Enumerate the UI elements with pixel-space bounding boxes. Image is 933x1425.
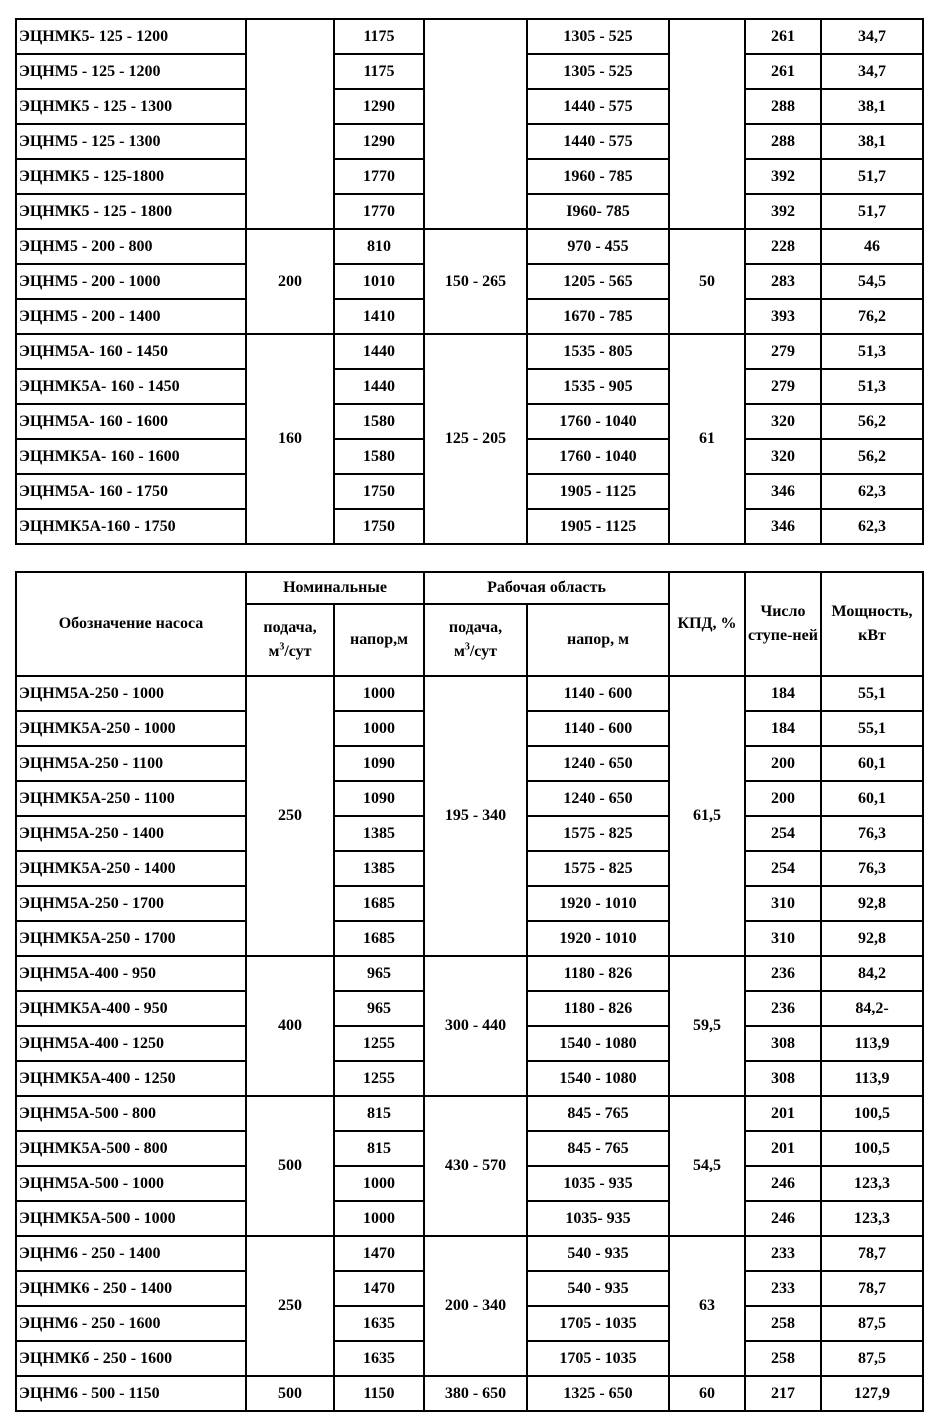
power-cell: 56,2: [821, 439, 923, 474]
stages-cell: 246: [745, 1166, 821, 1201]
pump-name-cell: ЭЦНМ5А- 160 - 1600: [16, 404, 246, 439]
work-head-cell: 1240 - 650: [527, 746, 669, 781]
power-cell: 84,2: [821, 956, 923, 991]
pump-name-cell: ЭЦНМК5А- 160 - 1450: [16, 369, 246, 404]
power-cell: 78,7: [821, 1236, 923, 1271]
pump-name-cell: ЭЦНМ5 - 125 - 1200: [16, 54, 246, 89]
pump-name-cell: ЭЦНМК5А-160 - 1750: [16, 509, 246, 544]
pump-table-bottom: [15, 571, 924, 1412]
stages-cell: 233: [745, 1271, 821, 1306]
header-work-feed-label: подача,: [448, 619, 503, 636]
stages-cell: 308: [745, 1026, 821, 1061]
stages-cell: 201: [745, 1131, 821, 1166]
header-nominal-feed-label: подача,: [263, 619, 317, 636]
work-head-cell: 1205 - 565: [527, 264, 669, 299]
nominal-feed-cell: 500: [246, 1376, 334, 1411]
nominal-head-cell: 1090: [334, 781, 424, 816]
work-head-cell: 1440 - 575: [527, 124, 669, 159]
work-head-cell: 1035- 935: [527, 1201, 669, 1236]
pump-name-cell: ЭЦНМ5А-250 - 1400: [16, 816, 246, 851]
efficiency-cell: 50: [669, 229, 745, 334]
pump-name-cell: ЭЦНМК5А-250 - 1700: [16, 921, 246, 956]
pump-name-cell: ЭЦНМ6 - 250 - 1400: [16, 1236, 246, 1271]
stages-cell: 279: [745, 369, 821, 404]
nominal-head-cell: 1685: [334, 921, 424, 956]
pump-name-cell: ЭЦНМ5А-500 - 1000: [16, 1166, 246, 1201]
pump-name-cell: ЭЦНМ5 - 200 - 1400: [16, 299, 246, 334]
table-row: [16, 1376, 923, 1411]
nominal-head-cell: 1000: [334, 1201, 424, 1236]
pump-name-cell: ЭЦНМ5А-400 - 1250: [16, 1026, 246, 1061]
pump-name-cell: ЭЦНМ6 - 500 - 1150: [16, 1376, 246, 1411]
work-head-cell: 970 - 455: [527, 229, 669, 264]
table-body: [16, 676, 923, 1411]
work-head-cell: 1240 - 650: [527, 781, 669, 816]
pump-name-cell: ЭЦНМКб - 250 - 1600: [16, 1341, 246, 1376]
header-nominal: Номинальные: [246, 572, 424, 604]
stages-cell: 258: [745, 1341, 821, 1376]
work-head-cell: 1305 - 525: [527, 19, 669, 54]
work-head-cell: 845 - 765: [527, 1131, 669, 1166]
pump-name-cell: ЭЦНМ5 - 200 - 800: [16, 229, 246, 264]
stages-cell: 184: [745, 711, 821, 746]
pump-name-cell: ЭЦНМК5А-250 - 1100: [16, 781, 246, 816]
work-head-cell: 1920 - 1010: [527, 886, 669, 921]
nominal-head-cell: 1440: [334, 334, 424, 369]
header-nominal-feed-unit: $м^3$/сут: [268, 641, 312, 660]
nominal-feed-cell: 160: [246, 334, 334, 544]
work-head-cell: 1705 - 1035: [527, 1306, 669, 1341]
stages-cell: 261: [745, 54, 821, 89]
power-cell: 100,5: [821, 1131, 923, 1166]
work-head-cell: 1180 - 826: [527, 956, 669, 991]
nominal-head-cell: 1440: [334, 369, 424, 404]
power-cell: 92,8: [821, 921, 923, 956]
header-power: Мощность, кВт: [821, 572, 923, 676]
stages-cell: 200: [745, 746, 821, 781]
stages-cell: 320: [745, 404, 821, 439]
efficiency-cell: 60: [669, 1376, 745, 1411]
power-cell: 87,5: [821, 1306, 923, 1341]
header-nominal-feed: [246, 604, 334, 676]
table-body: [16, 19, 923, 544]
work-head-cell: 1035 - 935: [527, 1166, 669, 1201]
power-cell: 127,9: [821, 1376, 923, 1411]
nominal-head-cell: 1000: [334, 676, 424, 711]
nominal-head-cell: 1385: [334, 851, 424, 886]
nominal-feed-cell: 200: [246, 229, 334, 334]
pump-name-cell: ЭЦНМК5А-500 - 800: [16, 1131, 246, 1166]
pump-name-cell: ЭЦНМК5А- 160 - 1600: [16, 439, 246, 474]
pump-name-cell: ЭЦНМК5А-400 - 950: [16, 991, 246, 1026]
pump-name-cell: ЭЦНМ5А-250 - 1700: [16, 886, 246, 921]
table-row: [16, 19, 923, 54]
nominal-head-cell: 965: [334, 991, 424, 1026]
work-head-cell: 1705 - 1035: [527, 1341, 669, 1376]
stages-cell: 258: [745, 1306, 821, 1341]
stages-cell: 200: [745, 781, 821, 816]
stages-cell: 288: [745, 124, 821, 159]
work-feed-cell: [424, 19, 527, 229]
power-cell: 76,3: [821, 816, 923, 851]
nominal-head-cell: 1750: [334, 474, 424, 509]
header-work-feed: [424, 604, 527, 676]
pump-name-cell: ЭЦНМК5А-250 - 1000: [16, 711, 246, 746]
pump-table-top: [15, 18, 924, 545]
power-cell: 113,9: [821, 1026, 923, 1061]
power-cell: 38,1: [821, 89, 923, 124]
pump-name-cell: ЭЦНМК5А-500 - 1000: [16, 1201, 246, 1236]
stages-cell: 288: [745, 89, 821, 124]
nominal-head-cell: 1290: [334, 89, 424, 124]
work-head-cell: 1140 - 600: [527, 676, 669, 711]
nominal-feed-cell: 250: [246, 676, 334, 956]
stages-cell: 392: [745, 159, 821, 194]
power-cell: 100,5: [821, 1096, 923, 1131]
pump-name-cell: ЭЦНМК5- 125 - 1200: [16, 19, 246, 54]
work-head-cell: 1140 - 600: [527, 711, 669, 746]
nominal-head-cell: 810: [334, 229, 424, 264]
nominal-head-cell: 1770: [334, 194, 424, 229]
power-cell: 55,1: [821, 711, 923, 746]
work-feed-cell: 200 - 340: [424, 1236, 527, 1376]
work-head-cell: 1325 - 650: [527, 1376, 669, 1411]
efficiency-cell: 61: [669, 334, 745, 544]
pump-name-cell: ЭЦНМ6 - 250 - 1600: [16, 1306, 246, 1341]
table-row: [16, 229, 923, 264]
power-cell: 51,3: [821, 334, 923, 369]
power-cell: 51,7: [821, 194, 923, 229]
pump-name-cell: ЭЦНМ5А-500 - 800: [16, 1096, 246, 1131]
nominal-head-cell: 1150: [334, 1376, 424, 1411]
nominal-head-cell: 1385: [334, 816, 424, 851]
power-cell: 60,1: [821, 781, 923, 816]
efficiency-cell: 54,5: [669, 1096, 745, 1236]
work-feed-cell: 195 - 340: [424, 676, 527, 956]
work-head-cell: 1540 - 1080: [527, 1061, 669, 1096]
table-row: [16, 1236, 923, 1271]
work-head-cell: 1540 - 1080: [527, 1026, 669, 1061]
nominal-head-cell: 815: [334, 1131, 424, 1166]
power-cell: 60,1: [821, 746, 923, 781]
stages-cell: 279: [745, 334, 821, 369]
power-cell: 56,2: [821, 404, 923, 439]
work-head-cell: 1670 - 785: [527, 299, 669, 334]
stages-cell: 217: [745, 1376, 821, 1411]
power-cell: 76,3: [821, 851, 923, 886]
power-cell: 87,5: [821, 1341, 923, 1376]
stages-cell: 308: [745, 1061, 821, 1096]
nominal-head-cell: 1750: [334, 509, 424, 544]
nominal-head-cell: 1000: [334, 711, 424, 746]
power-cell: 62,3: [821, 509, 923, 544]
work-head-cell: 1905 - 1125: [527, 474, 669, 509]
work-head-cell: 1440 - 575: [527, 89, 669, 124]
power-cell: 51,7: [821, 159, 923, 194]
table-header: [16, 572, 923, 676]
nominal-head-cell: 1000: [334, 1166, 424, 1201]
nominal-head-cell: 1770: [334, 159, 424, 194]
pump-name-cell: ЭЦНМК6 - 250 - 1400: [16, 1271, 246, 1306]
pump-name-cell: ЭЦНМК5 - 125 - 1300: [16, 89, 246, 124]
work-head-cell: 1575 - 825: [527, 816, 669, 851]
stages-cell: 236: [745, 956, 821, 991]
nominal-head-cell: 1010: [334, 264, 424, 299]
nominal-feed-cell: 500: [246, 1096, 334, 1236]
nominal-head-cell: 815: [334, 1096, 424, 1131]
nominal-head-cell: 1255: [334, 1026, 424, 1061]
table-row: [16, 1096, 923, 1131]
stages-cell: 184: [745, 676, 821, 711]
power-cell: 34,7: [821, 54, 923, 89]
efficiency-cell: 59,5: [669, 956, 745, 1096]
power-cell: 76,2: [821, 299, 923, 334]
power-cell: 46: [821, 229, 923, 264]
nominal-head-cell: 1470: [334, 1271, 424, 1306]
stages-cell: 254: [745, 816, 821, 851]
efficiency-cell: 61,5: [669, 676, 745, 956]
stages-cell: 233: [745, 1236, 821, 1271]
power-cell: 123,3: [821, 1201, 923, 1236]
work-head-cell: 1760 - 1040: [527, 404, 669, 439]
nominal-head-cell: 1255: [334, 1061, 424, 1096]
pump-name-cell: ЭЦНМ5А- 160 - 1750: [16, 474, 246, 509]
pump-name-cell: ЭЦНМ5А-250 - 1000: [16, 676, 246, 711]
header-nominal-head: напор,м: [334, 604, 424, 676]
nominal-head-cell: 1175: [334, 19, 424, 54]
pump-name-cell: ЭЦНМ5А-400 - 950: [16, 956, 246, 991]
work-head-cell: 1920 - 1010: [527, 921, 669, 956]
stages-cell: 392: [745, 194, 821, 229]
power-cell: 54,5: [821, 264, 923, 299]
stages-cell: 346: [745, 509, 821, 544]
work-head-cell: 1305 - 525: [527, 54, 669, 89]
pump-name-cell: ЭЦНМ5 - 125 - 1300: [16, 124, 246, 159]
stages-cell: 310: [745, 921, 821, 956]
nominal-head-cell: 1410: [334, 299, 424, 334]
power-cell: 38,1: [821, 124, 923, 159]
work-head-cell: 1575 - 825: [527, 851, 669, 886]
pump-name-cell: ЭЦНМ5А-250 - 1100: [16, 746, 246, 781]
nominal-head-cell: 1090: [334, 746, 424, 781]
table-row: [16, 676, 923, 711]
power-cell: 84,2-: [821, 991, 923, 1026]
table-row: [16, 334, 923, 369]
stages-cell: 236: [745, 991, 821, 1026]
work-head-cell: 1180 - 826: [527, 991, 669, 1026]
nominal-head-cell: 1175: [334, 54, 424, 89]
header-efficiency: КПД, %: [669, 572, 745, 676]
header-pump-name: Обозначение насоса: [16, 572, 246, 676]
stages-cell: 261: [745, 19, 821, 54]
work-feed-cell: 125 - 205: [424, 334, 527, 544]
nominal-head-cell: 1580: [334, 404, 424, 439]
nominal-head-cell: 1290: [334, 124, 424, 159]
stages-cell: 320: [745, 439, 821, 474]
pump-name-cell: ЭЦНМК5 - 125 - 1800: [16, 194, 246, 229]
stages-cell: 393: [745, 299, 821, 334]
work-feed-cell: 300 - 440: [424, 956, 527, 1096]
work-head-cell: 1905 - 1125: [527, 509, 669, 544]
header-work-feed-unit: $м^3$/сут: [453, 641, 498, 660]
header-stages: Число ступе-ней: [745, 572, 821, 676]
power-cell: 55,1: [821, 676, 923, 711]
pump-name-cell: ЭЦНМ5А- 160 - 1450: [16, 334, 246, 369]
pump-name-cell: ЭЦНМК5 - 125-1800: [16, 159, 246, 194]
stages-cell: 283: [745, 264, 821, 299]
work-head-cell: 1760 - 1040: [527, 439, 669, 474]
nominal-head-cell: 1685: [334, 886, 424, 921]
stages-cell: 201: [745, 1096, 821, 1131]
nominal-head-cell: 1580: [334, 439, 424, 474]
work-feed-cell: 150 - 265: [424, 229, 527, 334]
power-cell: 113,9: [821, 1061, 923, 1096]
stages-cell: 254: [745, 851, 821, 886]
power-cell: 51,3: [821, 369, 923, 404]
header-work-area: Рабочая область: [424, 572, 669, 604]
nominal-head-cell: 1470: [334, 1236, 424, 1271]
stages-cell: 310: [745, 886, 821, 921]
work-head-cell: 540 - 935: [527, 1271, 669, 1306]
work-head-cell: 1535 - 805: [527, 334, 669, 369]
pump-name-cell: ЭЦНМК5А-400 - 1250: [16, 1061, 246, 1096]
work-feed-cell: 430 - 570: [424, 1096, 527, 1236]
nominal-feed-cell: 250: [246, 1236, 334, 1376]
nominal-head-cell: 1635: [334, 1306, 424, 1341]
power-cell: 123,3: [821, 1166, 923, 1201]
table-row: [16, 956, 923, 991]
pump-name-cell: ЭЦНМК5А-250 - 1400: [16, 851, 246, 886]
power-cell: 78,7: [821, 1271, 923, 1306]
stages-cell: 228: [745, 229, 821, 264]
nominal-feed-cell: 400: [246, 956, 334, 1096]
work-head-cell: I960- 785: [527, 194, 669, 229]
power-cell: 92,8: [821, 886, 923, 921]
header-work-head: напор, м: [527, 604, 669, 676]
work-head-cell: 1960 - 785: [527, 159, 669, 194]
work-head-cell: 1535 - 905: [527, 369, 669, 404]
work-feed-cell: 380 - 650: [424, 1376, 527, 1411]
power-cell: 34,7: [821, 19, 923, 54]
efficiency-cell: 63: [669, 1236, 745, 1376]
nominal-head-cell: 1635: [334, 1341, 424, 1376]
power-cell: 62,3: [821, 474, 923, 509]
work-head-cell: 540 - 935: [527, 1236, 669, 1271]
nominal-feed-cell: [246, 19, 334, 229]
efficiency-cell: [669, 19, 745, 229]
pump-name-cell: ЭЦНМ5 - 200 - 1000: [16, 264, 246, 299]
work-head-cell: 845 - 765: [527, 1096, 669, 1131]
nominal-head-cell: 965: [334, 956, 424, 991]
stages-cell: 246: [745, 1201, 821, 1236]
stages-cell: 346: [745, 474, 821, 509]
